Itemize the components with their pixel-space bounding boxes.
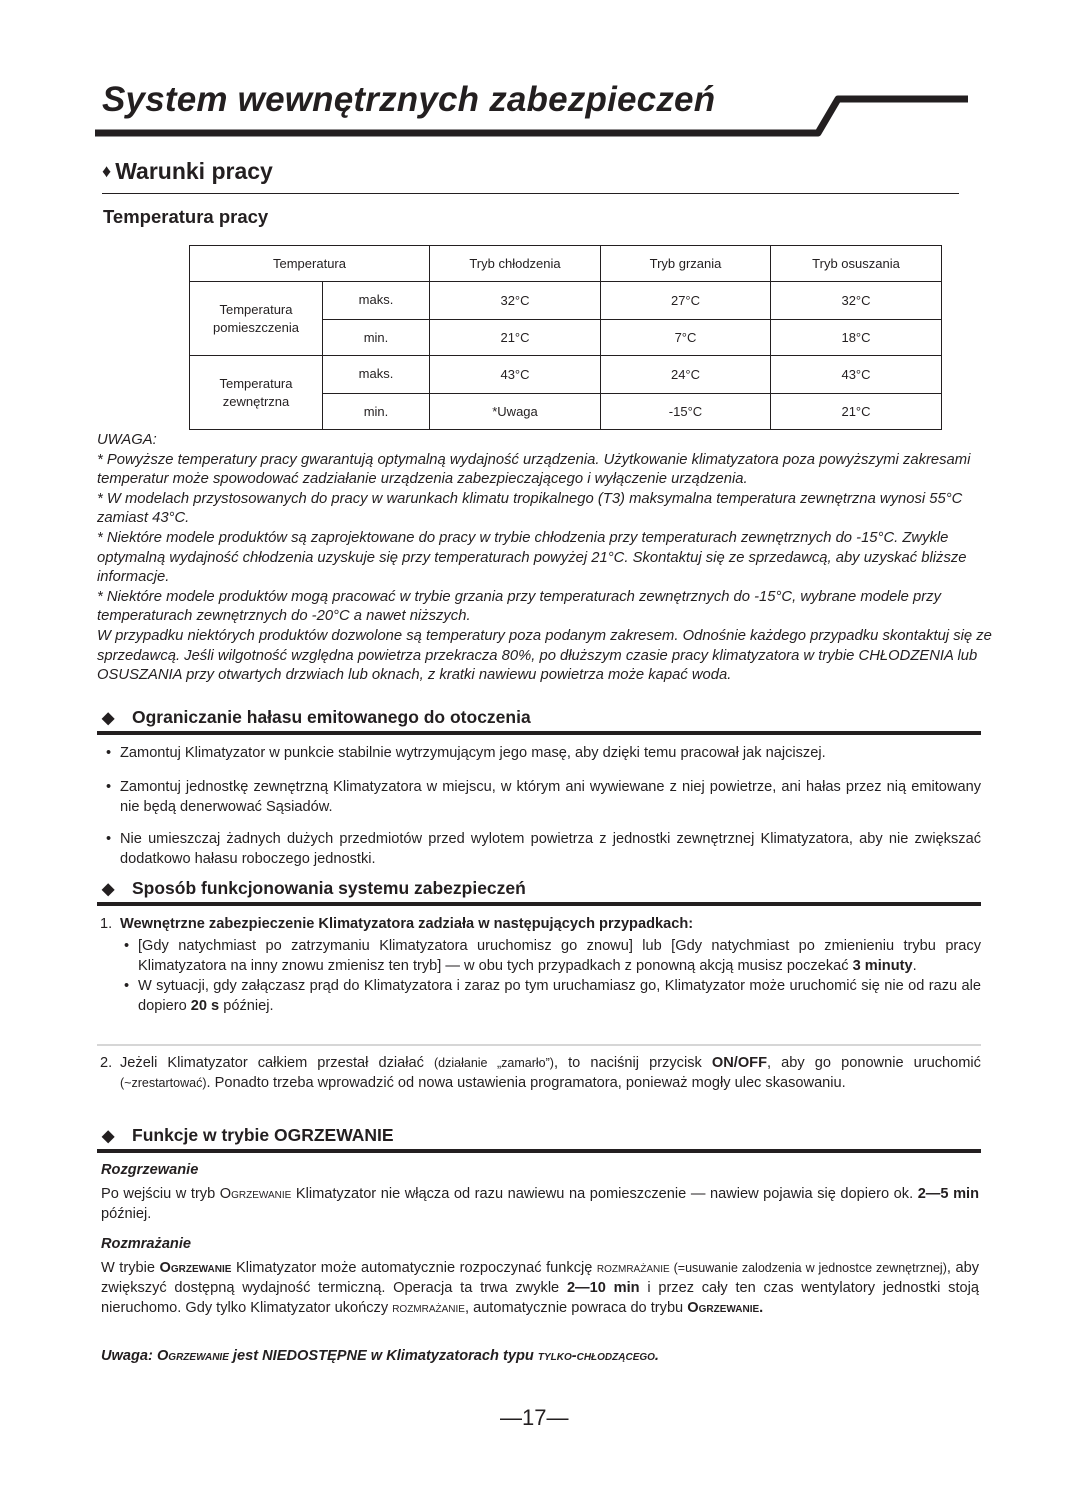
group-label-line: pomieszczenia (213, 319, 299, 335)
section-heading-operating-conditions (102, 158, 273, 185)
list-item: • Zamontuj jednostkę zewnętrzną Klimatyzatora w miejscu, w którym ani wywiewane z niej powietrze, ani hałas przez nią emitowany nie będą denerwować Sąsiadów. (106, 777, 981, 817)
item-number: 2. (100, 1055, 113, 1071)
limit-cell: maks. (323, 282, 430, 320)
text: W trybie (101, 1260, 160, 1276)
text: [Gdy natychmiast po zatrzymaniu Klimatyzatora uruchomisz go znowu] lub [Gdy natychmiast po zmienieniu trybu pracy Klimatyzatora na inny znowu zmienisz ten tryb] — w obu tych przypadkach z ponowną akcją musisz poczekać (138, 938, 981, 974)
header-cooling: Tryb chłodzenia (430, 246, 601, 282)
bold-text: 2—10 min (566, 1280, 640, 1296)
row-group-room (190, 282, 323, 356)
text: Jeżeli Klimatyzator całkiem przestał działać (120, 1055, 434, 1071)
group-label-line: Temperatura (219, 301, 293, 317)
cooling-cell: 43°C (430, 356, 601, 394)
drying-cell: 43°C (771, 356, 942, 394)
warmup-paragraph (101, 1184, 979, 1224)
limit-cell: maks. (323, 356, 430, 394)
limit-cell: min. (323, 320, 430, 356)
page-title: System wewnętrznych zabezpieczeń (102, 80, 716, 119)
text: Po wejściu w tryb (101, 1186, 220, 1202)
section-bar (97, 1149, 981, 1153)
bold-text: ON/OFF (711, 1055, 768, 1071)
note-item: W przypadku niektórych produktów dozwolone są temperatury poza podanym zakresem. Odnośnie każdego przypadku skontaktuj się ze sprzedawcą. Jeśli wilgotność względna powietrza przekracza 80%, po dłuższym czasie pracy klimatyzatora w trybie CHŁODZENIA lub OSUSZANIA przy otwartych drzwiach lub oknach, z kratki nawiewu powietrza może kapać woda. (97, 627, 992, 684)
text: , automatycznie powraca do trybu (464, 1300, 688, 1316)
note-item: * Powyższe temperatury pracy gwarantują optymalną wydajność urządzenia. Użytkowanie klimatyzatora poza powyższymi zakresami temperatur może spowodować zadziałanie urządzenia zabezpieczającego i wyłączenie urządzenia. (97, 451, 971, 488)
row-group-outdoor (190, 356, 323, 430)
protection-list-2 (100, 1053, 981, 1093)
text: Klimatyzator może automatycznie rozpoczynać funkcję (231, 1260, 597, 1276)
notes-block (97, 431, 997, 686)
bold-text: 2—5 min (917, 1186, 980, 1202)
dash-left: — (500, 1405, 522, 1430)
group-label-line: zewnętrzna (222, 393, 290, 409)
drying-cell: 21°C (771, 394, 942, 430)
text: Klimatyzator nie włącza od razu nawiewu na pomieszczenie — nawiew pojawia się dopiero ok. (291, 1186, 918, 1202)
header-drying: Tryb osuszania (771, 246, 942, 282)
diamond-bullet-icon: ◆ (102, 1128, 115, 1145)
bold-text: 3 minuty (852, 958, 913, 974)
page-number-text: 17 (522, 1405, 547, 1430)
heading-text: Sposób funkcjonowania systemu zabezpieczeń (132, 878, 526, 898)
text: . Ponadto trzeba wprowadzić od nowa ustawienia programatora, ponieważ mogły ulec skasowaniu. (206, 1075, 846, 1091)
section-bar (97, 902, 981, 906)
heating-cell: 27°C (601, 282, 771, 320)
text: i przez cały ten czas wentylatory jednostki stoją nieruchomo. Gdy tylko Klimatyzator ukończy (101, 1280, 979, 1316)
notes-label: UWAGA: (97, 432, 157, 448)
text: później. (101, 1206, 152, 1222)
cooling-cell: 32°C (430, 282, 601, 320)
text: Ogrzewanie (156, 1348, 229, 1364)
item-title: Wewnętrzne zabezpieczenie Klimatyzatora zadziała w następujących przypadkach: (120, 916, 694, 932)
cooling-cell: 21°C (430, 320, 601, 356)
temperature-table (189, 245, 942, 430)
subheading-defrost: Rozmrażanie (101, 1236, 192, 1252)
note-item: * W modelach przystosowanych do pracy w warunkach klimatu tropikalnego (T3) maksymalna temperatura zewnętrzna wynosi 55°C zamiast 43°C. (97, 490, 963, 527)
defrost-paragraph (101, 1258, 979, 1318)
subheading-operating-temperature: Temperatura pracy (103, 206, 269, 227)
diamond-bullet-icon: ◆ (102, 710, 115, 727)
heading-text: Warunki pracy (115, 158, 273, 184)
subheading-warmup: Rozgrzewanie (101, 1162, 199, 1178)
text: W sytuacji, gdy załączasz prąd do Klimatyzatora i zaraz po tym uruchamiasz go, Klimatyzator może uruchomić się nie od razu ale dopiero (138, 978, 981, 1014)
text: (działanie „zamarło”) (434, 1056, 554, 1070)
header-temperature: Temperatura (190, 246, 430, 282)
numbered-item-2 (100, 1053, 981, 1093)
section-heading-heating (102, 1125, 394, 1146)
item-number: 1. (100, 916, 113, 932)
text: rozmrażanie (392, 1300, 465, 1316)
text: . (912, 958, 917, 974)
header-heating: Tryb grzania (601, 246, 771, 282)
title-underline-rule (0, 0, 1083, 160)
text: Uwaga: (101, 1348, 157, 1364)
section-heading-protection (102, 878, 526, 899)
noise-list (106, 743, 981, 881)
text: rozmrażanie (596, 1260, 670, 1276)
bold-text: 20 s (190, 998, 220, 1014)
group-label-line: Temperatura (219, 375, 293, 391)
sub-bullets (120, 936, 981, 1016)
page-number (500, 1405, 568, 1431)
text: jest NIEDOSTĘPNE w Klimatyzatorach typu (228, 1348, 538, 1364)
text: (~zrestartować) (120, 1076, 207, 1090)
diamond-bullet-icon: ♦ (102, 161, 112, 181)
heading-text: Ograniczanie hałasu emitowanego do otoczenia (132, 707, 531, 727)
divider (102, 193, 959, 194)
bold-text: Ogrzewanie. (687, 1300, 764, 1316)
note-item: * Niektóre modele produktów są zaprojektowane do pracy w trybie chłodzenia przy temperaturach zewnętrznych do -15°C. Zwykle optymalną wydajność chłodzenia uzyskuje się przy temperaturach powyżej 21°C. Skontaktuj się ze sprzedawcą, aby uzyskać bliższe informacje. (97, 529, 967, 586)
limit-cell: min. (323, 394, 430, 430)
list-item: • Zamontuj Klimatyzator w punkcie stabilnie wytrzymującym jego masę, aby dzięki temu pracował jak najciszej. (106, 743, 981, 763)
text: Ogrzewanie (219, 1186, 292, 1202)
drying-cell: 18°C (771, 320, 942, 356)
cooling-cell: *Uwaga (430, 394, 601, 430)
text: , aby zwiększyć dostępną wydajność termiczną. Operacja ta trwa zwykle (101, 1260, 979, 1296)
heating-cell: 7°C (601, 320, 771, 356)
heating-cell: 24°C (601, 356, 771, 394)
note-item: * Niektóre modele produktów mogą pracować w trybie grzania przy temperaturach zewnętrznych do -15°C, wybrane modele przy temperaturach zewnętrznych do -20°C a nawet niższych. (97, 588, 941, 625)
divider (97, 1044, 981, 1046)
bold-text: Ogrzewanie (159, 1260, 232, 1276)
text: tylko-chłodzącego. (537, 1348, 659, 1364)
numbered-item-1 (100, 914, 981, 1016)
drying-cell: 32°C (771, 282, 942, 320)
text: , aby go ponownie uruchomić (767, 1055, 981, 1071)
protection-list (100, 914, 981, 1016)
heading-text: Funkcje w trybie OGRZEWANIE (132, 1125, 394, 1145)
list-item: • Nie umieszczaj żadnych dużych przedmiotów przed wylotem powietrza z jednostki zewnętrznej Klimatyzatora, aby nie zwiększać dodatkowo hałasu roboczego jednostki. (106, 829, 981, 869)
section-bar (97, 731, 981, 735)
dash-right: — (546, 1405, 569, 1430)
section-heading-noise (102, 707, 531, 728)
text: (=usuwanie zalodzenia w jednostce zewnętrznej) (669, 1261, 947, 1275)
diamond-bullet-icon: ◆ (102, 881, 115, 898)
table-row (190, 356, 942, 394)
list-item (124, 936, 981, 976)
heating-warning (101, 1348, 659, 1364)
text: , to naciśnij przycisk (553, 1055, 712, 1071)
heating-cell: -15°C (601, 394, 771, 430)
list-item (124, 976, 981, 1016)
table-header-row (190, 246, 942, 282)
text: później. (219, 998, 274, 1014)
table-row (190, 282, 942, 320)
